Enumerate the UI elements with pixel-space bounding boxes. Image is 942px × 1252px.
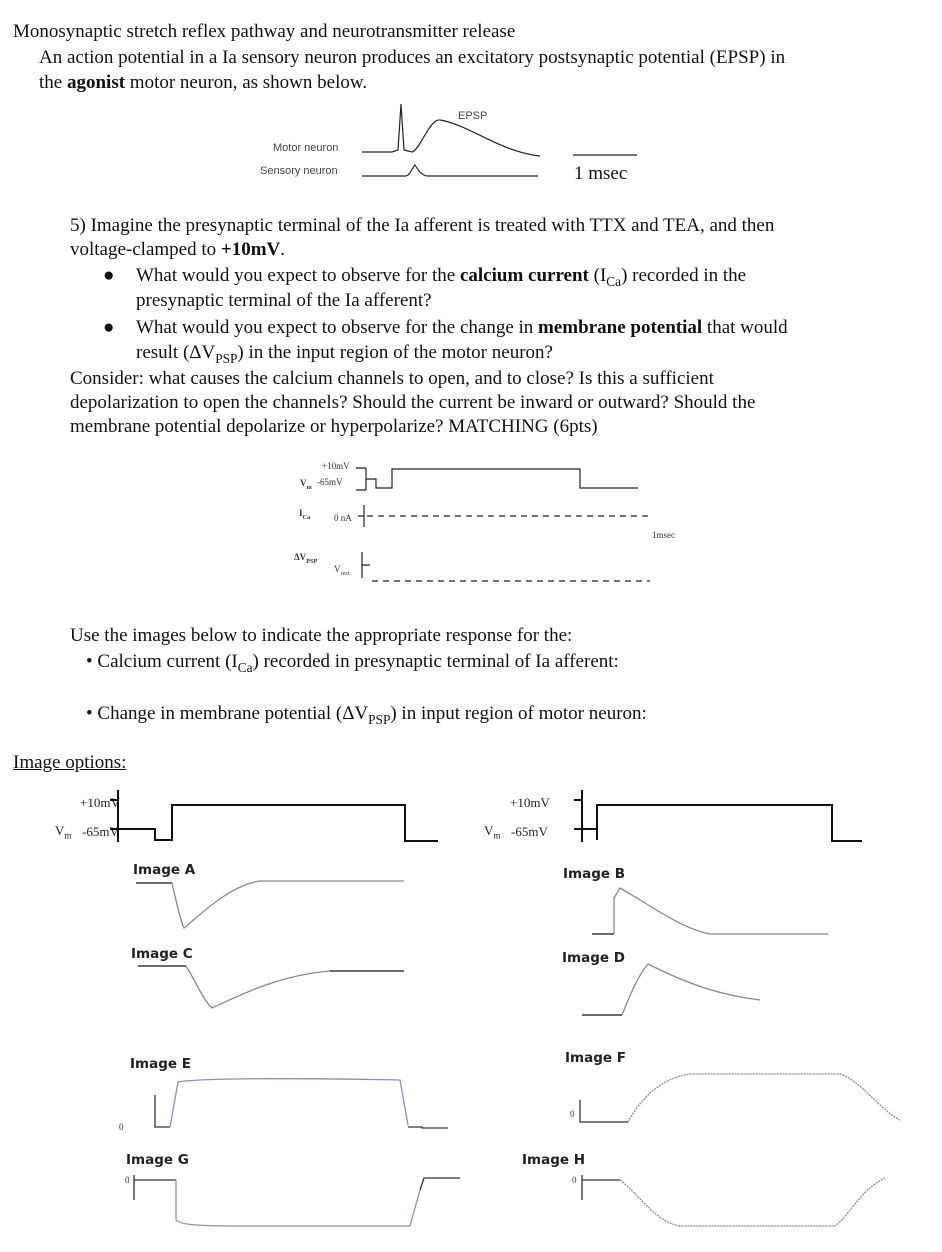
option-left-vm: $V_m$ [55,823,72,841]
image-f-trace [580,1074,900,1122]
consider-line-2: depolarization to open the channels? Should the current be inward or outward? Should the [70,392,756,413]
question-bullet-2: What would you expect to observe for the change in membrane potential that would [136,317,788,338]
image-c-label: Image C [131,946,193,962]
clamp-dvpsp-label: $\Delta V_{PSP}$ [294,552,318,565]
option-right-vm-trace [574,790,862,842]
question-bullet-1: What would you expect to observe for the calcium current $(I_{Ca})$ recorded in the [136,265,747,289]
image-options-heading: Image options: [13,752,127,773]
image-d-label: Image D [562,950,625,966]
image-c-trace [138,966,404,1008]
image-h-trace [582,1175,885,1226]
bullet-dot-2: ● [103,317,115,338]
image-e-trace [155,1079,448,1128]
option-right-plus10: +10mV [510,795,550,810]
question-line-1: 5) Imagine the presynaptic terminal of the Ia afferent is treated with TTX and TEA, and then [70,215,775,236]
option-right-vm: $V_m$ [484,823,501,841]
intro-line-1: An action potential in a Ia sensory neuron produces an excitatory postsynaptic potential (EPSP) in [39,47,786,68]
image-f-zero: 0 [570,1109,575,1119]
image-h-zero: 0 [572,1175,577,1185]
image-d-trace [582,964,760,1015]
sensory-neuron-label: Sensory neuron [260,165,338,177]
option-left-vm-trace [110,790,438,842]
clamp-vm-label: $V_m$ [300,478,312,491]
image-b-trace [592,888,828,934]
image-h-label: Image H [522,1152,586,1168]
image-g-label: Image G [126,1152,189,1168]
instructions-bullet-1: • Calcium current $(I_{Ca})$ recorded in presynaptic terminal of Ia afferent: [86,651,619,675]
instructions-line-1: Use the images below to indicate the appropriate response for the: [70,625,573,646]
bullet-dot-1: ● [103,265,115,286]
epsp-label: EPSP [458,110,488,122]
image-g-trace [134,1175,460,1226]
option-left-plus10: +10mV [80,795,120,810]
time-scale-label: 1 msec [574,163,628,184]
clamp-vrest-label: $V_{rest}$ [334,564,350,577]
question-bullet-2-line-2: result $(\Delta V_{PSP})$ in the input region of the motor neuron? [136,342,553,366]
image-b-label: Image B [563,866,626,882]
clamp-scale-label: 1msec [652,530,675,540]
intro-line-2: the agonist motor neuron, as shown below. [39,72,368,93]
clamp-plus10-label: +10mV [322,461,350,471]
image-f-label: Image F [565,1050,626,1066]
consider-line-1: Consider: what causes the calcium channels to open, and to close? Is this a sufficient [70,368,714,389]
image-g-zero: 0 [125,1175,130,1185]
image-a-label: Image A [133,862,196,878]
image-e-zero: 0 [119,1122,124,1132]
question-bullet-1-line-2: presynaptic terminal of the Ia afferent? [136,290,432,311]
image-a-trace [136,881,404,928]
image-e-label: Image E [130,1056,191,1072]
consider-line-3: membrane potential depolarize or hyperpolarize? MATCHING (6pts) [70,416,598,437]
instructions-bullet-2: • Change in membrane potential $(\Delta V_{PSP})$ in input region of motor neuron: [86,703,647,727]
option-left-minus65: -65mV [82,824,119,839]
option-right-minus65: -65mV [511,824,548,839]
clamp-ica-label: $I_{Ca}$ [299,508,311,521]
question-line-2: voltage-clamped to +10mV. [70,239,286,260]
clamp-zero-na-label: 0 nA [334,513,352,523]
clamp-minus65-label: -65mV [317,477,343,487]
motor-neuron-label: Motor neuron [273,142,339,154]
page-title: Monosynaptic stretch reflex pathway and neurotransmitter release [13,21,516,42]
